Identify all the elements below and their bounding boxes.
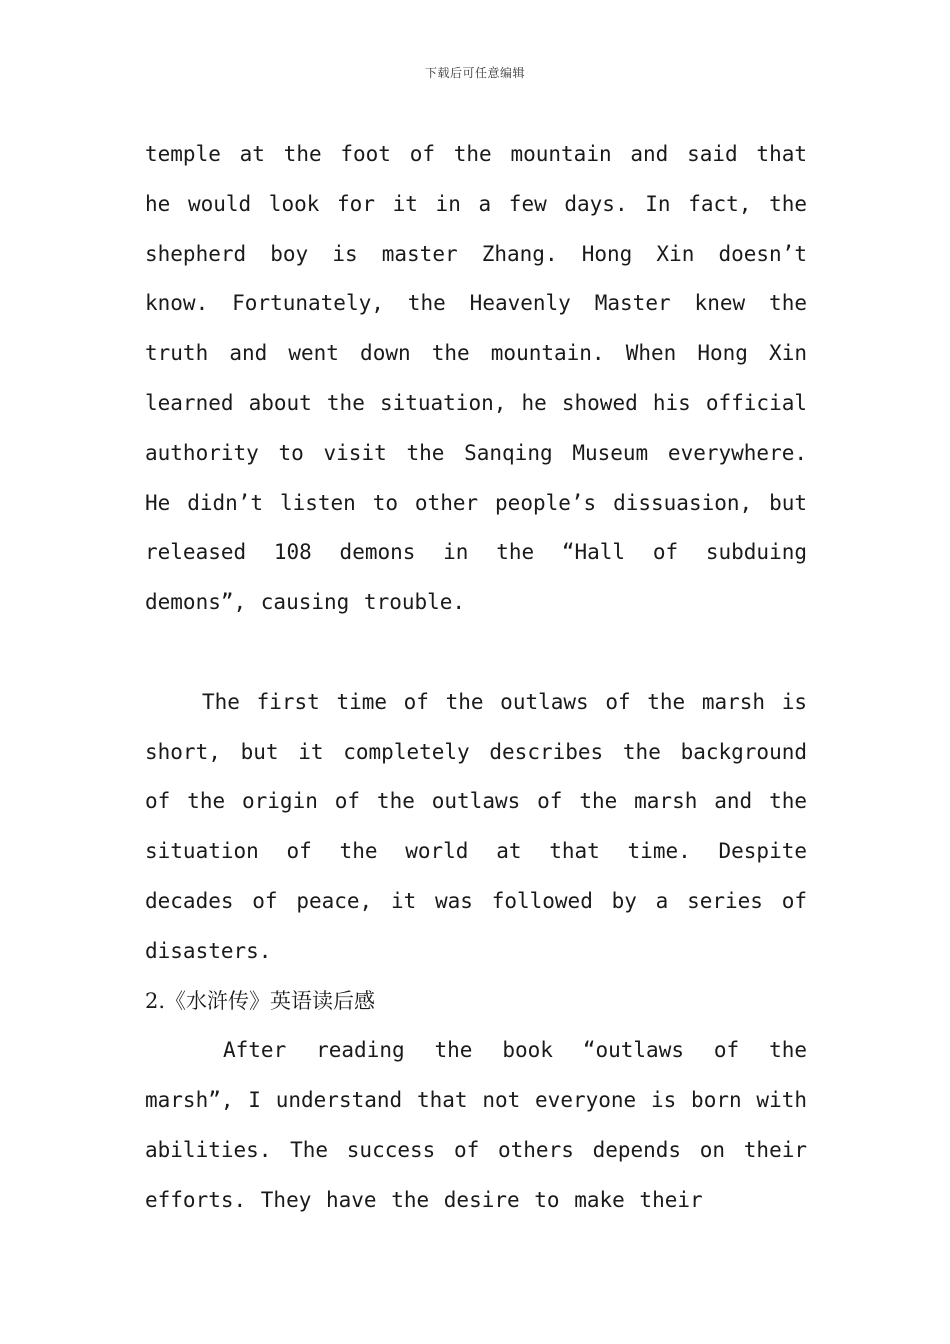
- paragraph-1: temple at the foot of the mountain and said that he would look for it in a few days. In fact, the shepherd boy is master Zhang. Hong Xin doesn’t know. Fortunately, the Heavenly Master knew the truth and went down the mountain. When Hong Xin learned about the situation, he showed his official authority to visit the Sanqing Museum everywhere. He didn’t listen to other people’s dissuasion, but released 108 demons in the “Hall of subduing demons”, causing trouble.: [145, 142, 807, 615]
- paragraph-3: After reading the book “outlaws of the marsh”, I understand that not everyone is born with abilities. The success of others depends on their efforts. They have the desire to make their: [145, 1038, 807, 1212]
- section-heading: 2.《水浒传》英语读后感: [145, 988, 376, 1013]
- paragraph-2: The first time of the outlaws of the marsh is short, but it completely describes the background of the origin of the outlaws of the marsh and the situation of the world at that time. Despite decades of peace, it was followed by a series of disasters.: [145, 689, 807, 963]
- document-body: [145, 130, 807, 1226]
- paragraph-spacer: [145, 628, 807, 678]
- page-header-note: 下载后可任意编辑: [424, 66, 525, 80]
